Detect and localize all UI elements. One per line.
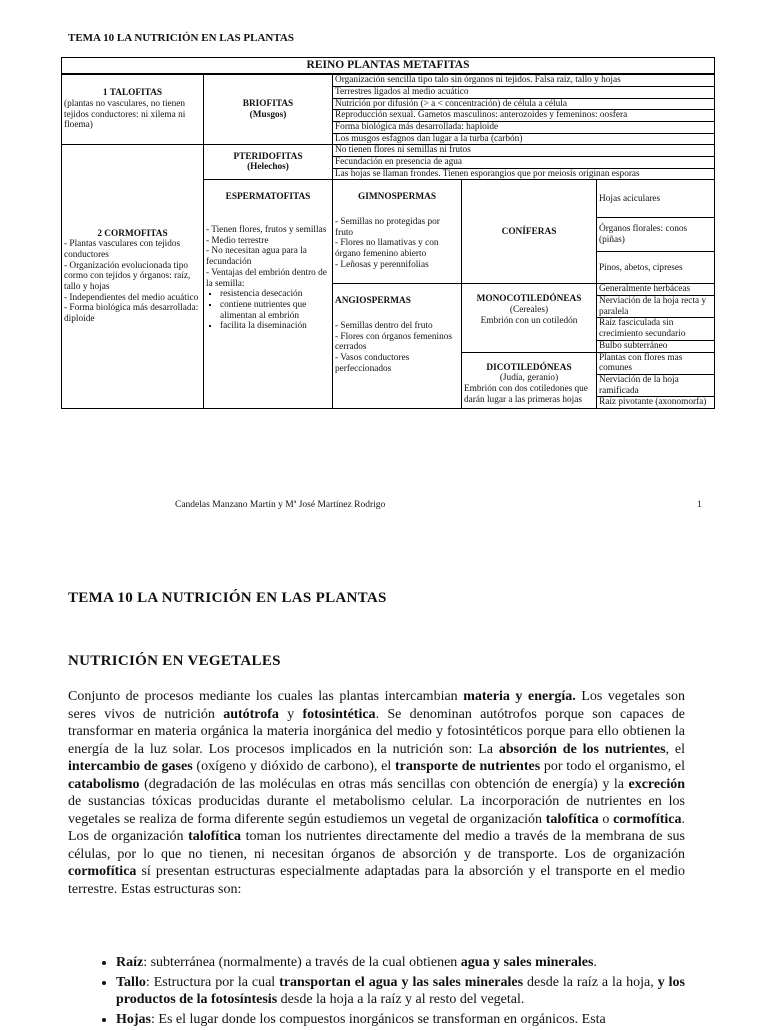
gimnospermas-line: - Semillas no protegidas por fruto <box>335 217 440 238</box>
bold-text: transportan el agua y las sales minerales <box>279 974 524 990</box>
monocotiledoneas-example: (Cereales) <box>509 305 549 316</box>
page2-title: TEMA 10 LA NUTRICIÓN EN LAS PLANTAS <box>68 590 387 606</box>
bold-text: cormofítica <box>613 811 682 827</box>
monocotiledoneas-fact: Bulbo subterráneo <box>597 340 715 352</box>
dicotiledoneas-fact: Plantas con flores mas comunes <box>597 352 715 374</box>
briofitas-fact: Nutrición por difusión (> a < concentración) de célula a célula <box>333 98 715 110</box>
espermatofitas-line: - No necesitan agua para la fecundación <box>206 246 307 268</box>
angiospermas-line: - Semillas dentro del fruto <box>335 321 433 332</box>
cormofitas-title: 2 CORMOFITAS <box>97 228 168 239</box>
monocotiledoneas-fact: Nerviación de la hoja recta y paralela <box>597 296 715 318</box>
espermatofitas-line: - Ventajas del embrión dentro de la semilla: <box>206 267 327 289</box>
pteridofitas-name: PTERIDOFITAS <box>233 151 303 162</box>
monocotiledoneas-cell <box>462 284 597 352</box>
angiospermas-line: - Flores con órganos femeninos cerrados <box>335 331 453 353</box>
text-run: : Es el lugar donde los compuestos inorgánicos se transforman en orgánicos. Esta <box>151 1011 606 1027</box>
cormofitas-cell <box>62 145 204 409</box>
angiospermas-line: - Vasos conductores perfeccionados <box>335 353 410 374</box>
bold-text: catabolismo <box>68 776 140 792</box>
text-run: Los vegetales son seres vivos de nutrición <box>68 689 686 722</box>
dicotiledoneas-fact: Nerviación de la hoja ramificada <box>597 374 715 396</box>
text-run: . <box>593 955 597 970</box>
list-item: ▪ resistencia desecación <box>220 289 330 300</box>
espermatofitas-line: - Tienen flores, frutos y semillas <box>206 225 327 236</box>
gimnospermas-line: - Leñosas y perennifolias <box>335 259 429 270</box>
pteridofitas-cell <box>204 145 333 180</box>
coniferas-fact: Órganos florales: conos (piñas) <box>597 218 715 252</box>
text-run: o <box>598 811 614 827</box>
dicotiledoneas-fact: Raíz pivotante (axonomorfa) <box>597 397 715 409</box>
briofitas-cell <box>204 74 333 145</box>
text-run: y <box>278 706 303 722</box>
espermatofitas-name: ESPERMATOFITAS <box>225 192 311 203</box>
bold-text: cormofítica <box>68 864 137 879</box>
cormofitas-line: - Plantas vasculares con tejidos conductores <box>64 239 181 260</box>
briofitas-common: (Musgos) <box>249 109 287 120</box>
text-run: Conjunto de procesos mediante los cuales las plantas intercambian <box>68 689 464 704</box>
text-run: toman los nutrientes directamente del medio a través de la membrana de sus células, por lo que no tienen, ni necesitan órganos de absorción y de transporte. Los de organización <box>68 829 685 862</box>
dicotiledoneas-cell <box>462 352 597 408</box>
bold-text: Raíz <box>116 955 144 970</box>
briofitas-fact: Terrestres ligados al medio acuático <box>333 86 715 98</box>
cormofitas-line: - Independientes del medio acuático <box>64 292 199 303</box>
classification-table <box>61 57 715 409</box>
dicotiledoneas-example: (Judía, geranio) <box>499 373 559 384</box>
pteridofitas-fact: No tienen flores ni semillas ni frutos <box>333 145 715 157</box>
list-item <box>116 974 685 1009</box>
bold-text: excreción <box>628 776 685 792</box>
bold-text: talofítica <box>545 811 599 827</box>
monocotiledoneas-fact: Generalmente herbáceas <box>597 284 715 296</box>
espermatofitas-advantages <box>206 289 330 332</box>
bold-text: fotosintética <box>302 706 376 722</box>
list-item <box>116 954 685 972</box>
pteridofitas-fact: Las hojas se llaman frondes. Tienen esporangios que por meiosis originan esporas <box>333 168 715 180</box>
text-run: . Los de organización <box>68 811 686 844</box>
cormofitas-line: - Forma biológica más desarrollada: diploide <box>64 303 199 325</box>
gimnospermas-cell <box>333 180 462 284</box>
coniferas-fact: Pinos, abetos, cipreses <box>597 252 715 284</box>
text-run: desde la raíz a la hoja, <box>523 974 658 990</box>
dicotiledoneas-name: DICOTILEDÓNEAS <box>486 362 572 373</box>
bold-text: materia y energía. <box>463 689 576 704</box>
text-run: : Estructura por la cual <box>145 974 280 990</box>
gimnospermas-name: GIMNOSPERMAS <box>358 192 436 203</box>
briofitas-fact: Reproducción sexual. Gametos masculinos: anterozoides y femeninos: oosfera <box>333 110 715 122</box>
briofitas-name: BRIOFITAS <box>242 99 294 110</box>
bold-text: absorción de los nutrientes <box>498 741 666 757</box>
section-heading: NUTRICIÓN EN VEGETALES <box>68 653 281 669</box>
text-run: (oxígeno y dióxido de carbono), el <box>192 759 396 774</box>
cormofitas-line: - Organización evolucionada tipo cormo con tejidos y órganos: raíz, tallo y hojas <box>64 260 191 292</box>
briofitas-fact: Forma biológica más desarrollada: haploide <box>333 121 715 133</box>
list-item: ▪ facilita la diseminación <box>220 321 330 332</box>
angiospermas-cell <box>333 284 462 409</box>
classification-table-wrapper <box>61 57 714 409</box>
espermatofitas-line: - Medio terrestre <box>206 235 269 246</box>
angiospermas-name: ANGIOSPERMAS <box>335 296 411 307</box>
talofitas-title: 1 TALOFITAS <box>102 88 163 99</box>
briofitas-fact: Los musgos esfagnos dan lugar a la turba (carbón) <box>333 133 715 145</box>
table-header: REINO PLANTAS METAFITAS <box>62 58 715 75</box>
bold-text: transporte de nutrientes <box>395 759 541 774</box>
body-paragraph <box>68 688 685 898</box>
text-run: : subterránea (normalmente) a través de la cual obtienen <box>143 955 461 970</box>
list-item <box>116 1011 685 1029</box>
bold-text: autótrofa <box>223 706 279 722</box>
pteridofitas-fact: Fecundación en presencia de agua <box>333 157 715 169</box>
bold-text: intercambio de gases <box>68 759 193 774</box>
page-title: TEMA 10 LA NUTRICIÓN EN LAS PLANTAS <box>68 32 294 44</box>
text-run: desde la hoja a la raíz y al resto del vegetal. <box>277 992 525 1007</box>
briofitas-fact: Organización sencilla tipo talo sin órganos ni tejidos. Falsa raíz, tallo y hojas <box>333 74 715 86</box>
footer-authors: Candelas Manzano Martín y Mª José Martínez Rodrigo <box>175 500 386 510</box>
monocotiledoneas-fact: Raíz fasciculada sin crecimiento secundario <box>597 318 715 340</box>
gimnospermas-line: - Flores no llamativas y con órgano femenino abierto <box>335 238 439 260</box>
text-run: (degradación de las moléculas en otras más sencillas con obtención de energía) y la <box>139 776 629 792</box>
bold-text: agua y sales minerales <box>460 955 594 970</box>
list-item: ▪ contiene nutrientes que alimentan al embrión <box>220 300 330 321</box>
page-number: 1 <box>697 500 702 510</box>
monocotiledoneas-name: MONOCOTILEDÓNEAS <box>476 294 582 305</box>
coniferas-cell: CONÍFERAS <box>462 180 597 284</box>
talofitas-desc: (plantas no vasculares, no tienen tejidos conductores: ni xilema ni floema) <box>64 99 186 131</box>
text-run: . Se denominan autótrofos porque son capaces de transformar en materia orgánica la materia inorgánica del medio y fotosintéticos porque para ello obtienen la energía de la luz solar. Los procesos implicados en la nutrición son: La <box>68 706 686 757</box>
talofitas-cell <box>62 74 204 145</box>
bold-text: Tallo <box>116 974 146 990</box>
bold-text: talofítica <box>188 829 241 844</box>
bold-text: y los productos de la fotosíntesis <box>116 974 685 1007</box>
bold-text: Hojas <box>116 1011 151 1027</box>
dicotiledoneas-desc: Embrión con dos cotiledones que darán lugar a las primeras hojas <box>464 383 588 405</box>
espermatofitas-cell <box>204 180 333 409</box>
structures-list <box>68 954 685 1030</box>
text-run: de sustancias tóxicas producidas durante el metabolismo celular. La incorporación de nutrientes en los vegetales se realiza de forma diferente según estudiemos un vegetal de organización <box>68 794 685 827</box>
text-run: sí presentan estructuras especialmente adaptadas para la absorción y el transporte en el medio terrestre. Estas estructuras son: <box>68 864 685 897</box>
monocotiledoneas-desc: Embrión con un cotiledón <box>480 315 578 326</box>
coniferas-fact: Hojas aciculares <box>597 180 715 218</box>
text-run: por todo el organismo, el <box>540 759 685 774</box>
pteridofitas-common: (Helechos) <box>247 162 289 173</box>
text-run: , el <box>665 741 685 757</box>
